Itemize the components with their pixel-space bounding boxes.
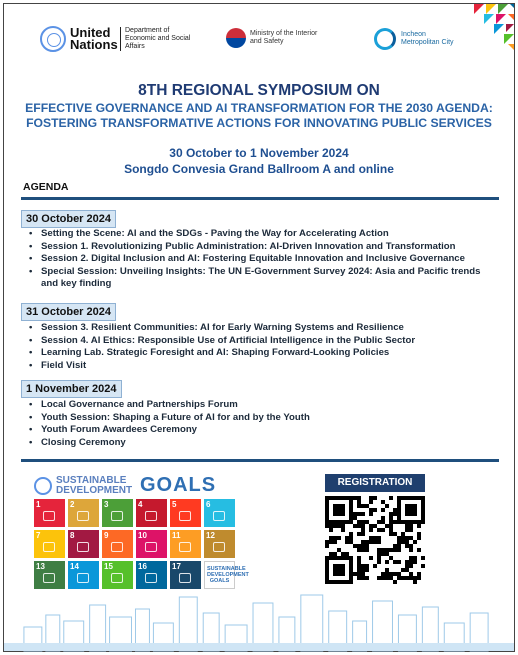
sdg-badge: SUSTAINABLE DEVELOPMENT GOALS (204, 561, 235, 589)
sdg-goal-icon (43, 573, 55, 583)
agenda-item: • Special Session: Unveiling Insights: The UN E-Government Survey 2024: Asia and Pacific trends and key finding (29, 266, 489, 291)
korea-emblem-icon (226, 28, 246, 48)
poster (3, 3, 515, 652)
symposium-subtitle (4, 101, 514, 131)
ministry-logo (226, 28, 330, 48)
city-skyline-illustration (4, 587, 514, 651)
ministry-name: Ministry of the Interior and Safety (250, 30, 318, 45)
day-3-items (29, 399, 499, 449)
sdg-goal-icon (111, 573, 123, 583)
agenda-item: • Session 1. Revolutionizing Public Administration: AI-Driven Innovation and Transformation (29, 241, 499, 254)
sdg-goal-icon (111, 542, 123, 552)
sdg-goal-tile (34, 499, 65, 527)
sdg-goal-tile (68, 530, 99, 558)
logo-bar (4, 4, 514, 68)
sdg-goal-tile (204, 530, 235, 558)
event-dates: 30 October to 1 November 2024 (169, 146, 349, 160)
sdg-goal-icon (145, 542, 157, 552)
sdg-goal-number: 1 (36, 500, 41, 509)
sdg-goal-icon (145, 511, 157, 521)
sdg-goal-number: 6 (206, 500, 211, 509)
sdg-goal-tile (34, 530, 65, 558)
sdg-goal-number: 11 (172, 531, 181, 540)
sdg-heading-small: SUSTAINABLE DEVELOPMENT (56, 474, 133, 496)
sdg-heading (34, 474, 216, 497)
sdg-goal-icon (43, 542, 55, 552)
sdg-goal-tile (102, 561, 133, 589)
sdg-goal-icon (111, 511, 123, 521)
sdg-goal-tile (34, 561, 65, 589)
sdg-goal-number: 17 (172, 562, 181, 571)
agenda-item: • Closing Ceremony (29, 437, 499, 450)
subtitle-line-1: EFFECTIVE GOVERNANCE AND AI TRANSFORMATION FOR THE 2030 AGENDA: (25, 101, 493, 115)
agenda-item: • Youth Forum Awardees Ceremony (29, 424, 499, 437)
sdg-goal-icon (145, 573, 157, 583)
un-department: Department of Economic and Social Affairs (120, 27, 198, 51)
event-venue: Songdo Convesia Grand Ballroom A and online (124, 162, 394, 176)
sdg-goal-tile (170, 499, 201, 527)
agenda-item: • Session 3. Resilient Communities: AI for Early Warning Systems and Resilience (29, 322, 499, 335)
incheon-name: Incheon Metropolitan City (401, 31, 454, 46)
sdg-goal-number: 15 (104, 562, 113, 571)
sdg-goal-number: 2 (70, 500, 75, 509)
sdg-tiles-grid (34, 499, 249, 589)
agenda-item: • Youth Session: Shaping a Future of AI for and by the Youth (29, 412, 499, 425)
sdg-goal-tile (170, 561, 201, 589)
divider (21, 459, 499, 462)
day-1-label: 30 October 2024 (21, 210, 116, 228)
incheon-emblem-icon (374, 28, 396, 50)
sdg-goal-number: 4 (138, 500, 143, 509)
registration-qr-code[interactable] (325, 496, 425, 584)
registration-label: REGISTRATION (325, 474, 425, 492)
sdg-goal-tile (68, 561, 99, 589)
sdg-goal-number: 12 (206, 531, 215, 540)
un-name: United Nations (70, 25, 118, 52)
sdg-goal-icon (179, 542, 191, 552)
sdg-goal-number: 10 (138, 531, 147, 540)
divider (21, 197, 499, 200)
sdg-goal-tile (204, 499, 235, 527)
agenda-heading: AGENDA (23, 181, 69, 193)
sdg-goal-icon (77, 511, 89, 521)
sdg-goal-number: 16 (138, 562, 147, 571)
sdg-goal-tile (136, 561, 167, 589)
symposium-title: 8TH REGIONAL SYMPOSIUM ON (138, 82, 380, 99)
agenda-item: • Field Visit (29, 360, 499, 373)
un-emblem-icon (40, 26, 66, 52)
sdg-goal-number: 8 (70, 531, 75, 540)
sdg-goal-tile (102, 499, 133, 527)
sdg-goal-number: 9 (104, 531, 109, 540)
sdg-goal-tile (170, 530, 201, 558)
day-3-label: 1 November 2024 (21, 380, 122, 398)
agenda-item: • Learning Lab. Strategic Foresight and AI: Shaping Forward-Looking Policies (29, 347, 499, 360)
agenda-item: • Setting the Scene: AI and the SDGs - Paving the Way for Accelerating Action (29, 228, 499, 241)
sdg-goal-icon (77, 573, 89, 583)
sdg-goal-tile (136, 530, 167, 558)
day-2-label: 31 October 2024 (21, 303, 116, 321)
sdg-goal-number: 7 (36, 531, 41, 540)
corner-decoration (434, 4, 514, 68)
event-details (4, 145, 514, 177)
sdg-goal-icon (77, 542, 89, 552)
sdg-goal-number: 13 (36, 562, 45, 571)
un-desa-logo (40, 26, 198, 52)
sdg-goal-icon (179, 573, 191, 583)
sdg-goal-tile (136, 499, 167, 527)
sdg-goal-icon (213, 511, 225, 521)
subtitle-line-2: FOSTERING TRANSFORMATIVE ACTIONS FOR INNOVATING PUBLIC SERVICES (26, 116, 492, 130)
un-emblem-icon (34, 477, 52, 495)
sdg-goal-icon (179, 511, 191, 521)
sdg-goal-number: 14 (70, 562, 79, 571)
sdg-heading-goals: GOALS (140, 474, 217, 496)
sdg-goal-number: 5 (172, 500, 177, 509)
day-1-items (29, 228, 499, 291)
sdg-goal-tile (68, 499, 99, 527)
agenda-item: • Local Governance and Partnerships Forum (29, 399, 499, 412)
sdg-goal-icon (213, 542, 225, 552)
day-2-items (29, 322, 499, 372)
sdg-goal-icon (43, 511, 55, 521)
sdg-goal-tile (102, 530, 133, 558)
agenda-item: • Session 2. Digital Inclusion and AI: Fostering Equitable Innovation and Inclusive Governance (29, 253, 499, 266)
agenda-item: • Session 4. AI Ethics: Responsible Use of Artificial Intelligence in the Public Sector (29, 335, 499, 348)
sdg-goal-number: 3 (104, 500, 109, 509)
